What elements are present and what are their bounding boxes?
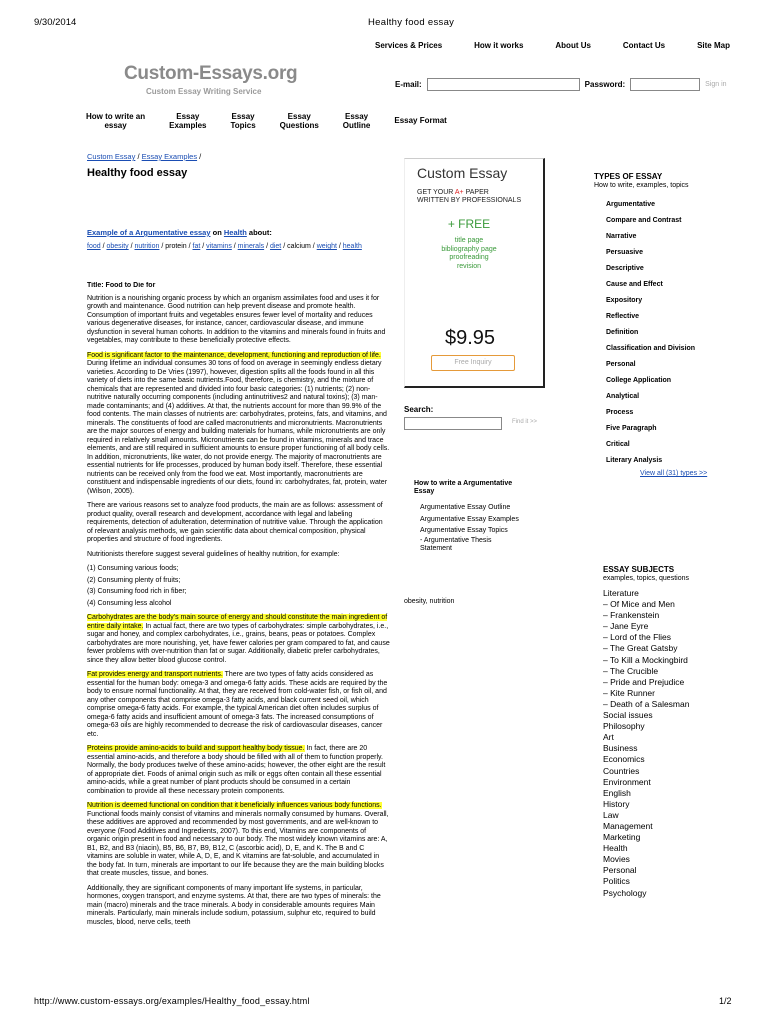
list-item: (1) Consuming various foods;	[87, 565, 179, 572]
type-item[interactable]: Descriptive	[606, 265, 644, 272]
howto-topics[interactable]: Argumentative Essay Topics	[420, 527, 508, 534]
subject-item[interactable]: Environment	[603, 776, 651, 787]
types-list	[606, 197, 695, 469]
subject-item[interactable]: – Of Mice and Men	[603, 599, 675, 610]
subject-item[interactable]: Literature	[603, 588, 639, 598]
breadcrumb-essay-examples[interactable]: Essay Examples	[141, 152, 198, 161]
ad-grade: A+	[454, 189, 464, 196]
subject-item[interactable]: Economics	[603, 754, 645, 765]
health-link[interactable]: Health	[223, 228, 247, 237]
ad-tagline	[417, 189, 521, 205]
subject-item[interactable]: – The Crucible	[603, 665, 659, 676]
login-form	[395, 78, 727, 91]
subject-item[interactable]: Health	[603, 843, 628, 854]
tag-diet[interactable]: diet	[269, 243, 282, 250]
top-nav-contact[interactable]: Contact Us	[622, 41, 666, 50]
type-item[interactable]: Critical	[606, 441, 630, 448]
list-item: (2) Consuming plenty of fruits;	[87, 576, 181, 584]
ad-free-item: bibliography page	[441, 245, 497, 253]
type-item[interactable]: Analytical	[606, 393, 640, 400]
ad-free: + FREE	[447, 217, 491, 231]
type-item[interactable]: Literary Analysis	[606, 457, 663, 464]
essay-paragraph	[87, 352, 390, 497]
site-logo[interactable]: Custom-Essays.org	[124, 63, 298, 84]
tag-minerals[interactable]: minerals	[237, 243, 265, 250]
essay-paragraph	[87, 802, 390, 879]
subject-item[interactable]: – Jane Eyre	[603, 621, 649, 632]
howto-outline[interactable]: Argumentative Essay Outline	[420, 504, 511, 511]
nav-questions-l1: Essay	[287, 112, 311, 121]
main-nav	[86, 112, 471, 130]
nav-examples-l2: Examples	[169, 121, 207, 130]
subjects-list	[603, 588, 689, 899]
subject-item[interactable]: Art	[603, 732, 614, 743]
subject-item[interactable]: – Kite Runner	[603, 687, 655, 698]
ad-free-item: proofreading	[449, 254, 489, 261]
subject-item[interactable]: History	[603, 798, 630, 809]
site-tagline: Custom Essay Writing Service	[146, 87, 262, 96]
sign-in-button[interactable]: Sign in	[705, 81, 727, 88]
essay-paragraph	[87, 614, 390, 665]
search-input[interactable]	[404, 417, 502, 430]
essay-paragraph	[87, 671, 390, 739]
ad-free-item: revision	[456, 262, 482, 270]
highlight: Proteins provide amino-acids to build and support healthy body tissue.	[87, 745, 305, 752]
email-field[interactable]	[427, 78, 580, 91]
highlight: Food is significant factor to the maintenance, development, functioning and reproduction of life.	[87, 351, 381, 359]
tag-calcium: calcium	[287, 243, 311, 250]
type-item[interactable]: Cause and Effect	[606, 281, 663, 288]
subject-item[interactable]: Countries	[603, 765, 640, 776]
subject-item[interactable]: – The Great Gatsby	[603, 643, 678, 654]
subject-item[interactable]: Psychology	[603, 887, 647, 898]
ad-tagline-2: WRITTEN BY PROFESSIONALS	[417, 197, 522, 204]
essay-paragraph: Nutrition is a nourishing organic process by which an organism assimilates food and uses it for growth and maintenance. Good nutrition can help prevent disease and promote health. Consumption of important fruits and vegetables ensures fewer level of mortality and reduces various degenerative diseases, for instance, cancer, cardiovascular disease, and immune dysfunction in several human cohorts. In addition to the vitamins and minerals found in fruits and vegetables, may contribute to these beneficially protective effects.	[87, 294, 386, 344]
print-url: http://www.custom-essays.org/examples/Healthy_food_essay.html	[34, 996, 310, 1006]
breadcrumb-sep: /	[137, 152, 140, 161]
search-label: Search:	[404, 405, 434, 414]
print-date: 9/30/2014	[34, 17, 77, 28]
subject-item[interactable]: – Lord of the Flies	[603, 632, 672, 643]
list-item: (3) Consuming food rich in fiber;	[87, 588, 187, 595]
email-label: E-mail:	[395, 80, 422, 89]
ad-free-list	[405, 237, 533, 271]
subjects-subheading: examples, topics, questions	[603, 575, 689, 582]
view-all-types-link[interactable]: View all (31) types >>	[640, 470, 708, 477]
subjects-heading: ESSAY SUBJECTS	[603, 565, 675, 574]
nav-how-to-write[interactable]	[86, 112, 145, 130]
ad-tagline-c: PAPER	[463, 189, 489, 196]
subject-item[interactable]: – Death of a Salesman	[603, 698, 690, 709]
nav-topics-l2: Topics	[230, 121, 256, 130]
subject-item[interactable]: Social issues	[603, 710, 653, 721]
about-label: about:	[248, 228, 272, 237]
nav-format-l1: Essay Format	[394, 116, 447, 125]
nav-outline-l2: Outline	[342, 121, 371, 130]
type-item[interactable]: Personal	[606, 361, 636, 368]
nav-how-to-write-l2: essay	[104, 121, 127, 130]
paragraph-text: During lifetime an individual consumes 30 tons of food on average in seemingly endless dietary varieties. According to De Vries (1997), however, digestion splits all the foods found in all this variety of diets into the same basic nutrients.Food, therefore, is chemistry, and the mixture of chemicals that are represented and divided into four basic categories: (1) nutrients; (2) non-nutritive naturally occurring components (including antinutritives2 and natural toxins); (3) man-made contaminants; and (4) additives. At that, the nutrients account for more than 99.9% of the food contents. The main classes of nutrients are: carbohydrates, proteins, fats, and vitamins, and minerals. The constituents of food are called macronutrients and micronutrients. Macronutrients are the major sources of energy and building materials for humans, while micronutrients are only required in relatively small amounts. Micronutrients can be found in vitamins, minerals and trace elements, and are still required in sufficient amounts to ensure proper functioning of all body cells. In addition, micronutrients, like water, do not provide energy. The majority of macronutrients are essential nutrients for life processes, produced by human body itself. Therefore, these essential nutrients can be received only from the food we eat. Most importantly, macronutrients are constituent and indispensable ingredients of our diets, found in: carbohydrates, fat, protein, water (Wilson, 2005).	[87, 360, 390, 495]
find-it-button[interactable]: Find it >>	[512, 419, 538, 425]
top-nav-about[interactable]: About Us	[555, 41, 591, 50]
paragraph-text: In actual fact, there are two types of carbohydrates: simple carbohydrates, i.e., sugar and honey, and complex carbohydrates, i.e., grains, beans, peas or potatoes. Complex carbohydrates are more nourishing, yet, have fewer calories per gram compared to fat, and cause fewer problems with over-nutrition than fat or sugar. Additionally, diabetic prefer carbohydrates, since they allow better blood glucose control.	[87, 622, 390, 664]
essay-paragraph: Additionally, they are significant components of many important life systems, in particular, hormones, oxygen transport, and enzyme systems. At that, there are two types of minerals: the main (macro) minerals and the trace minerals. A body in considerable amounts requires Main minerals. Particularly, main minerals include sodium, potassium, sulphur etc, required to build muscles, blood, nerve cells, teeth	[87, 884, 381, 926]
tag-nutrition[interactable]: nutrition	[134, 243, 160, 250]
top-nav-services[interactable]: Services & Prices	[375, 41, 443, 50]
tag-food[interactable]: food	[87, 243, 101, 250]
type-item[interactable]: Persuasive	[606, 249, 643, 256]
print-title: Healthy food essay	[368, 17, 455, 28]
breadcrumb-end: /	[199, 152, 202, 161]
tag-health[interactable]: health	[342, 243, 362, 250]
essay-paragraph	[87, 745, 390, 796]
nav-examples[interactable]	[169, 112, 206, 130]
tag-fat[interactable]: fat	[192, 243, 201, 250]
nav-outline[interactable]	[343, 112, 371, 130]
types-subheading: How to write, examples, topics	[594, 182, 689, 189]
subject-item[interactable]: – Pride and Prejudice	[603, 676, 685, 687]
howto-thesis[interactable]: - Argumentative Thesis Statement	[420, 536, 492, 552]
howto-examples[interactable]: Argumentative Essay Examples	[420, 515, 519, 523]
top-nav	[375, 41, 730, 50]
ad-title: Custom Essay	[417, 165, 508, 181]
nav-how-to-write-l1: How to write an	[86, 112, 146, 121]
type-item[interactable]: Expository	[606, 297, 643, 304]
example-type-link[interactable]: Example of a Argumentative essay	[87, 228, 211, 237]
nav-examples-l1: Essay	[176, 112, 200, 121]
types-heading: TYPES OF ESSAY	[594, 172, 663, 181]
tag-vitamins[interactable]: vitamins	[206, 243, 232, 250]
nav-topics[interactable]	[230, 112, 255, 130]
nav-format[interactable]	[394, 112, 446, 130]
paragraph-text: There are two types of fatty acids considered as essential for the human body: omega-3 and omega-6 fatty acids. These acids are required by the body to ensure normal functionality. At that, they are received from cold-water fish, or fish oil, and any other components that comprise omega-3 fatty acids, and black current seed oil, which comprise omega-6 fatty acids. For example, the typical American diet often includes surplus of omega-6 fatty acids and insufficient amount of omega-3 fats. The increased consumptions of omega-63 oils are highly recommended to decrease the risk of cardiovascular diseases, cancer etc.	[87, 671, 388, 738]
subject-item[interactable]: Management	[603, 820, 653, 831]
paragraph-text: In fact, there are 20 essential amino-acids, and therefore a body should be filled with all of them to function properly. Normally, the body produces twelve of these amino-acids; however, the other eight are the result of appropriate diet. Foods of animal origin such as milk or eggs often contain all these essential amino-acids, while a great number of plant products should be consumed in a certain combination to provide all these necessary protein components.	[87, 745, 386, 795]
custom-essay-ad[interactable]	[404, 158, 545, 388]
type-item[interactable]: College Application	[606, 377, 672, 384]
type-item[interactable]: Five Paragraph	[606, 425, 657, 432]
howto-title[interactable]: How to write a Argumentative Essay	[414, 480, 513, 495]
ad-free-item: title page	[454, 237, 484, 244]
top-nav-how-it-works[interactable]: How it works	[474, 41, 524, 50]
subject-item[interactable]: Politics	[603, 876, 630, 887]
nav-questions-l2: Questions	[279, 121, 319, 130]
highlight: Nutrition is deemed functional on condition that it beneficially influences various body functions.	[87, 802, 382, 809]
paragraph-text: Functional foods mainly consist of vitamins and minerals normally consumed by humans. Overall, these additives are approved and recommended by most governments, and are well-known to everyone (Food Additives and Ingredients, 2007). To this end, Vitamins are components of organic origin present in food and necessary to our body. The most widely known vitamins are: A, B1, B2, and B3 (niacin), B5, B6, B7, B9, B12, C (ascorbic acid), D, E, and K. The B and C vitamins are soluble in water, while A, D, E, and K vitamins are fat-soluble, and accumulated in the body fat. In turn, minerals are important to our life because they are the main building blocks that create muscles, tissue, and bones.	[87, 810, 389, 877]
type-item[interactable]: Narrative	[606, 233, 637, 240]
howto-list	[420, 502, 550, 553]
tag-obesity[interactable]: obesity	[106, 243, 129, 250]
top-nav-sitemap[interactable]: Site Map	[697, 41, 730, 50]
highlight: Fat provides energy and transport nutrients.	[87, 671, 223, 678]
type-item[interactable]: Reflective	[606, 313, 640, 320]
nav-outline-l1: Essay	[345, 112, 369, 121]
essay-title: Title: Food to Die for	[87, 282, 156, 289]
type-item[interactable]: Compare and Contrast	[606, 217, 682, 224]
password-label: Password:	[584, 80, 626, 89]
tag-weight[interactable]: weight	[316, 243, 337, 250]
essay-about: Example of a Argumentative essay on Health about: food / obesity / nutrition / protein / fat / vitamins / minerals / diet / calcium / weight / health	[87, 228, 362, 250]
about-on: on	[212, 228, 222, 237]
breadcrumb-custom-essay[interactable]: Custom Essay	[87, 152, 136, 161]
ad-tagline-a: GET YOUR	[417, 189, 455, 196]
subject-item[interactable]: English	[603, 787, 631, 798]
subject-item[interactable]: Marketing	[603, 832, 641, 843]
subject-item[interactable]: Personal	[603, 865, 637, 876]
related-tags: obesity, nutrition	[404, 598, 455, 605]
subject-item[interactable]: Business	[603, 743, 638, 754]
type-item[interactable]: Definition	[606, 329, 639, 336]
type-item[interactable]: Argumentative	[606, 201, 656, 208]
tag-protein: protein	[165, 243, 187, 250]
print-page-number: 1/2	[719, 996, 732, 1006]
subject-item[interactable]: Law	[603, 809, 619, 820]
password-field[interactable]	[630, 78, 700, 91]
subject-item[interactable]: – Frankenstein	[603, 610, 660, 621]
essay-paragraph: Nutritionists therefore suggest several guidelines of healthy nutrition, for example:	[87, 550, 340, 558]
list-item: (4) Consuming less alcohol	[87, 599, 172, 607]
breadcrumb	[87, 152, 201, 161]
nav-topics-l1: Essay	[231, 112, 255, 121]
page-title: Healthy food essay	[87, 167, 188, 179]
ad-price: $9.95	[445, 327, 496, 349]
essay-body	[87, 282, 390, 988]
subject-item[interactable]: Movies	[603, 854, 630, 865]
subject-item[interactable]: Philosophy	[603, 721, 645, 732]
type-item[interactable]: Classification and Division	[606, 345, 696, 352]
highlight: Carbohydrates are the body's main source of energy and should constitute the main ingredient of entire daily intake.	[87, 614, 388, 630]
subject-item[interactable]: – To Kill a Mockingbird	[603, 654, 688, 665]
type-item[interactable]: Process	[606, 409, 634, 416]
essay-paragraph: There are various reasons set to analyze food products, the main are as follows: assessment of product quality, overall research and development, accordance with legal and labeling requirements, detection of adulteration, determination of nutritive value. Through the application of relevant analysis methods, we gain scientific data about chemical composition, physical properties and structure of food ingredients.	[87, 502, 383, 543]
free-inquiry-button[interactable]: Free Inquiry	[431, 355, 515, 371]
nav-questions[interactable]	[280, 112, 319, 130]
